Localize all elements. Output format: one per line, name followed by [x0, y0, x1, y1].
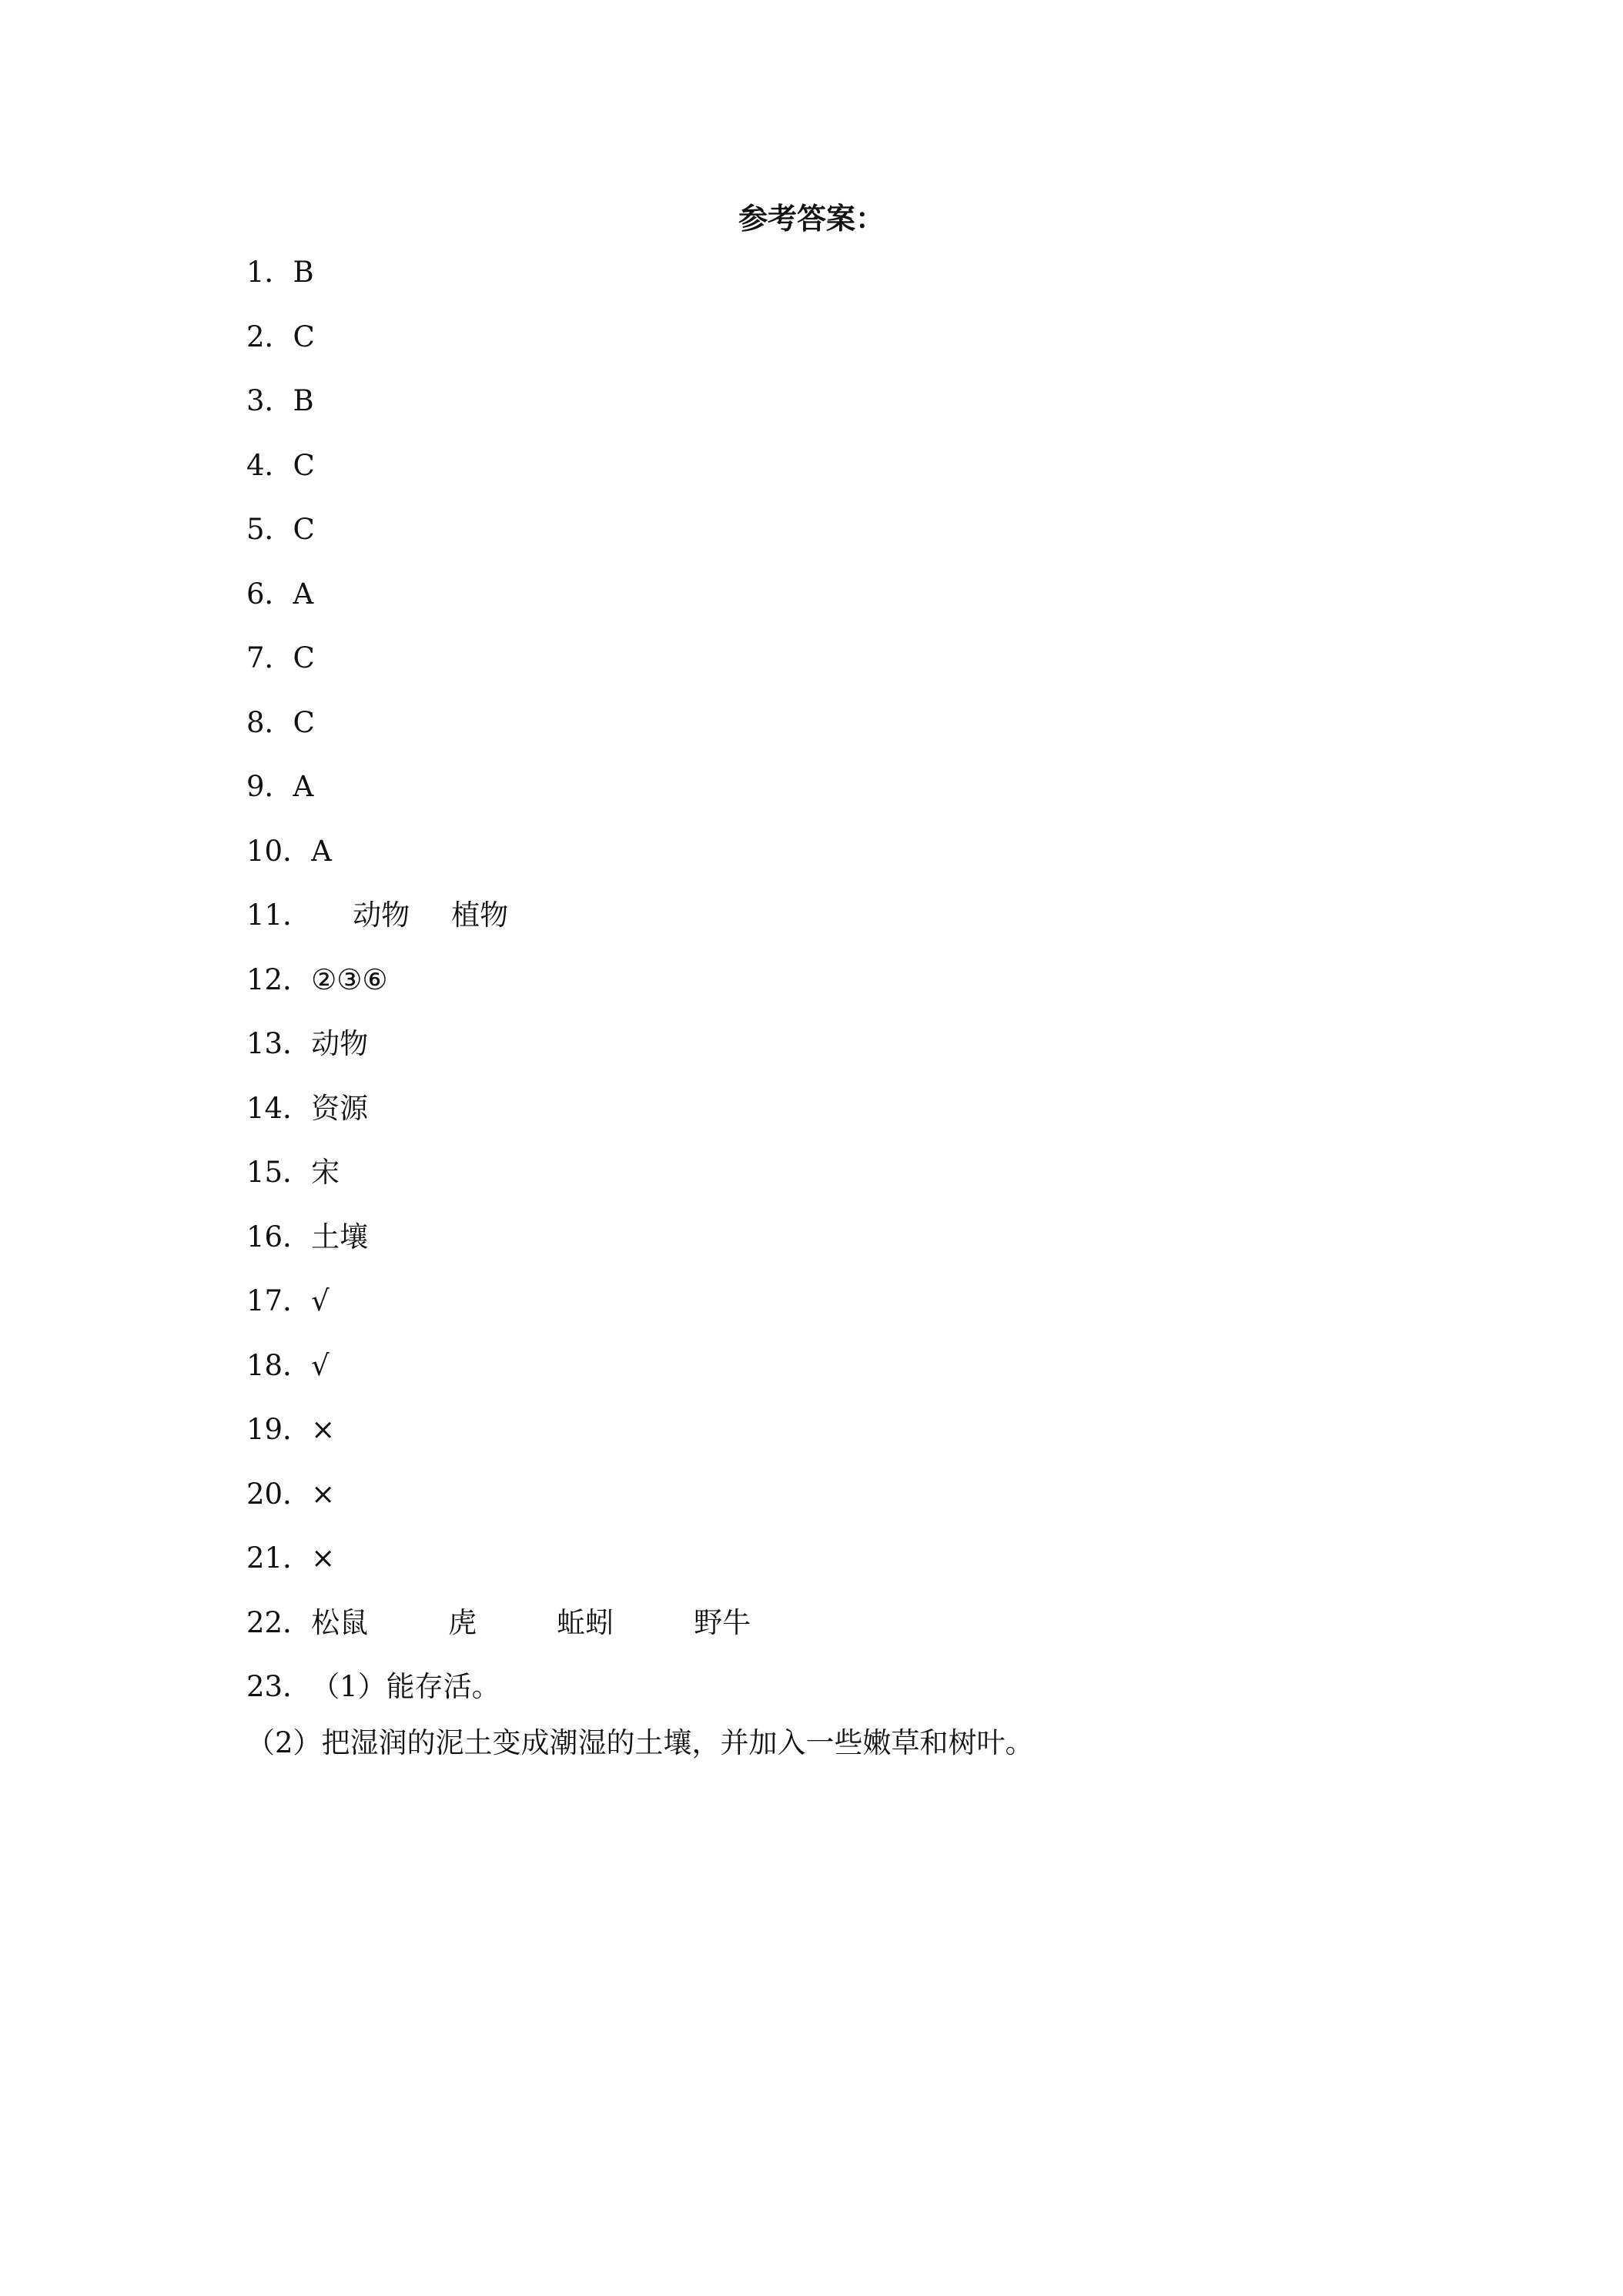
answer-separator: ． — [283, 1541, 312, 1575]
answer-separator: ． — [283, 1284, 312, 1317]
answer-value: √ — [311, 1348, 330, 1382]
answer-value: C — [293, 513, 315, 546]
answer-23-part-2: （2）把湿润的泥土变成潮湿的土壤，并加入一些嫩草和树叶。 — [246, 1726, 1034, 1759]
answer-number: 5 — [246, 513, 265, 546]
answer-separator: ． — [264, 705, 293, 739]
answer-separator: ． — [283, 1670, 312, 1703]
answer-number: 4 — [246, 448, 265, 482]
answer-separator: ． — [283, 1091, 312, 1125]
answer-item-13 — [246, 1024, 1555, 1089]
answer-separator: ． — [283, 962, 312, 996]
answer-separator: ． — [283, 1027, 312, 1060]
answer-separator: ． — [283, 1156, 312, 1189]
answer-value: ②③⑥ — [311, 962, 388, 996]
answer-item-20 — [246, 1474, 1555, 1539]
answer-value: C — [293, 705, 315, 739]
answer-separator: ． — [283, 1413, 312, 1446]
answer-value: （1）能存活。 — [311, 1670, 500, 1703]
answer-item-12 — [246, 960, 1555, 1025]
answer-separator: ． — [264, 770, 293, 803]
answer-item-1 — [246, 253, 1555, 317]
answer-number: 3 — [246, 384, 265, 417]
answer-value: 蚯蚓 — [557, 1605, 614, 1639]
answer-separator: ． — [283, 834, 312, 868]
answer-number: 11 — [246, 899, 283, 932]
answer-value: 动物 — [353, 899, 410, 932]
answer-value: × — [311, 1413, 336, 1446]
answer-value: C — [293, 448, 315, 482]
answer-value: 野牛 — [694, 1605, 751, 1639]
answer-separator: ． — [264, 384, 293, 417]
answer-item-3 — [246, 381, 1555, 446]
answer-value: × — [311, 1477, 336, 1511]
answer-separator: ． — [283, 899, 312, 932]
answer-separator: ． — [264, 513, 293, 546]
answer-number: 22 — [246, 1605, 283, 1639]
answer-separator: ． — [264, 256, 293, 289]
answer-value: 植物 — [451, 899, 509, 932]
answer-item-19 — [246, 1410, 1555, 1474]
answer-separator: ． — [283, 1220, 312, 1253]
answer-item-16 — [246, 1217, 1555, 1282]
answer-item-10 — [246, 832, 1555, 896]
answer-separator: ． — [264, 577, 293, 611]
answer-number: 6 — [246, 577, 265, 611]
answer-value: × — [311, 1541, 336, 1575]
answer-value: A — [293, 770, 314, 803]
answer-value: C — [293, 641, 315, 674]
answer-number: 20 — [246, 1477, 283, 1511]
answer-separator: ． — [264, 320, 293, 353]
answer-number: 13 — [246, 1027, 283, 1060]
answer-number: 18 — [246, 1348, 283, 1382]
answer-number: 12 — [246, 962, 283, 996]
answer-number: 1 — [246, 256, 265, 289]
answer-number: 8 — [246, 705, 265, 739]
answer-value: 松鼠 — [311, 1605, 369, 1639]
answer-number: 2 — [246, 320, 265, 353]
answer-value: 虎 — [448, 1605, 477, 1639]
answer-item-21 — [246, 1538, 1555, 1603]
page-title: 参考答案： — [738, 201, 885, 236]
answer-separator: ． — [264, 448, 293, 482]
answer-separator: ． — [283, 1348, 312, 1382]
answer-item-4 — [246, 446, 1555, 510]
answer-number: 14 — [246, 1091, 283, 1125]
answer-value: 资源 — [311, 1091, 369, 1125]
answer-number: 21 — [246, 1541, 283, 1575]
answer-item-11 — [246, 895, 1555, 960]
answer-item-23 — [246, 1667, 1555, 1732]
answer-number: 15 — [246, 1156, 283, 1189]
answer-item-2 — [246, 317, 1555, 382]
answer-item-17 — [246, 1281, 1555, 1346]
answer-number: 7 — [246, 641, 265, 674]
answer-separator: ． — [283, 1605, 312, 1639]
answer-separator: ． — [264, 641, 293, 674]
answer-separator: ． — [283, 1477, 312, 1511]
answer-number: 23 — [246, 1670, 283, 1703]
answer-item-15 — [246, 1153, 1555, 1217]
answer-item-5 — [246, 510, 1555, 574]
answer-item-22 — [246, 1603, 1555, 1668]
answer-number: 10 — [246, 834, 283, 868]
answer-value: A — [311, 834, 332, 868]
answer-item-8 — [246, 703, 1555, 768]
answer-item-9 — [246, 767, 1555, 832]
answer-number: 17 — [246, 1284, 283, 1317]
answer-number: 9 — [246, 770, 265, 803]
answer-value: 宋 — [311, 1156, 340, 1189]
answer-value: C — [293, 320, 315, 353]
answer-list — [246, 253, 1555, 1732]
answer-item-14 — [246, 1089, 1555, 1153]
answer-item-7 — [246, 638, 1555, 703]
answer-value: A — [293, 577, 314, 611]
answer-item-18 — [246, 1346, 1555, 1411]
answer-value: 土壤 — [311, 1220, 369, 1253]
answer-item-6 — [246, 574, 1555, 639]
answer-value: 动物 — [311, 1027, 369, 1060]
answer-value: B — [293, 384, 314, 417]
answer-value: B — [293, 256, 314, 289]
answer-value: √ — [311, 1284, 330, 1317]
answer-number: 19 — [246, 1413, 283, 1446]
answer-number: 16 — [246, 1220, 283, 1253]
